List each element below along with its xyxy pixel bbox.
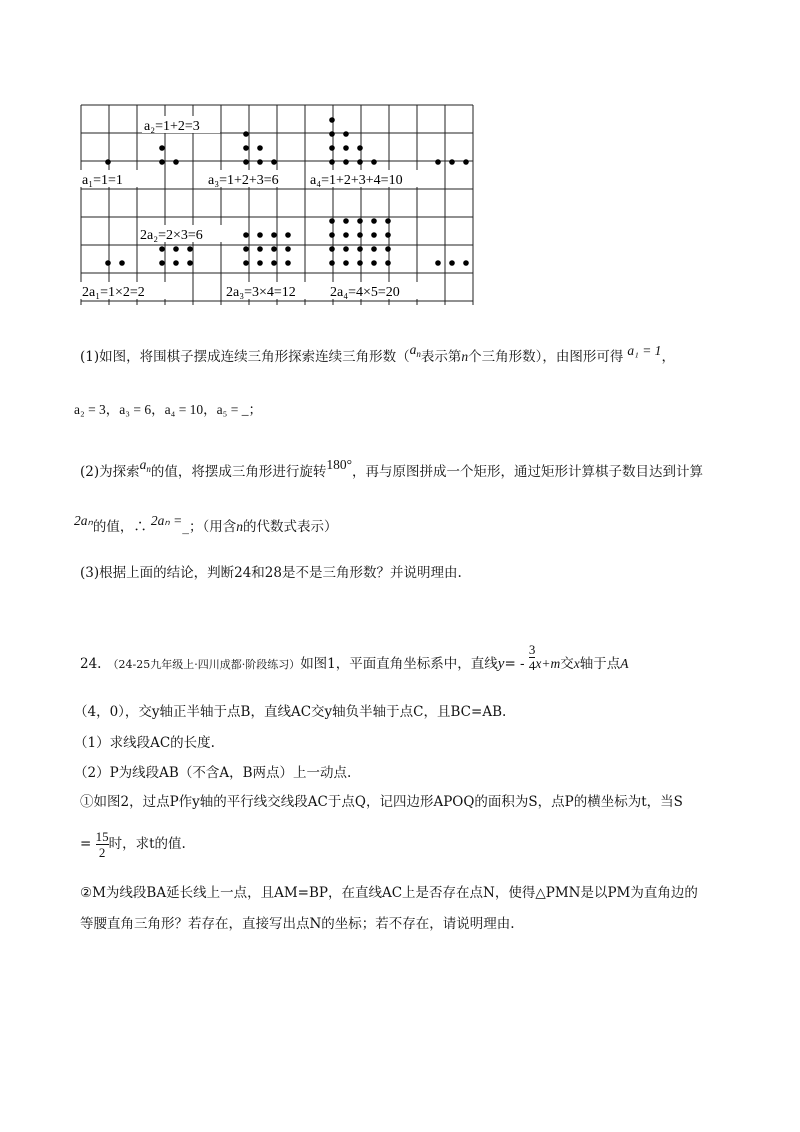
go-stone [343, 159, 349, 165]
go-stone [243, 131, 249, 137]
go-stone [257, 246, 263, 252]
go-stone [329, 159, 335, 165]
go-stone [357, 246, 363, 252]
q24-case1-line2: = $\frac{15}{2}$ 时，求t的值. [80, 829, 186, 860]
q24-case2-line1: ②M为线段BA延长线上一点，且AM=BP，在直线AC上是否存在点N，使得△PMN是以PM为直角边的 [80, 885, 698, 901]
go-stone [285, 246, 291, 252]
go-stone [385, 260, 391, 266]
label-a1: a₁=1=1 [82, 173, 123, 188]
q24-sub1: （1）求线段AC的长度. [74, 735, 215, 751]
go-stone [159, 246, 165, 252]
label-2a1: 2a₁=1×2=2 [82, 285, 145, 300]
go-stone [371, 159, 377, 165]
go-stone [119, 260, 125, 266]
slope-fraction: $\frac{3}{4}$ [528, 642, 536, 673]
go-stone [257, 260, 263, 266]
go-stone [257, 159, 263, 165]
go-stone [243, 145, 249, 151]
go-stone [463, 159, 469, 165]
go-stone [257, 232, 263, 238]
go-stone [329, 246, 335, 252]
go-stone [371, 232, 377, 238]
go-stone [357, 218, 363, 224]
triangular-numbers-figure [80, 104, 486, 308]
go-stone [329, 218, 335, 224]
label-a2: a₂=1+2=3 [144, 119, 200, 134]
go-stone [329, 260, 335, 266]
go-stone [257, 145, 263, 151]
go-stone [159, 145, 165, 151]
q24-stem-line1: 24. （24-25九年级上·四川成都·阶段练习）如图1，平面直角坐标系中，直线y= - $\frac{3}{4}$ x+m交x轴于点A [80, 642, 629, 673]
go-stone [343, 232, 349, 238]
go-stone [187, 260, 193, 266]
figure-dots [105, 117, 469, 266]
q23-part1-line2: a₂ = 3，a₃ = 6，a₄ = 10，a₅ = _； [74, 402, 262, 417]
go-stone [371, 260, 377, 266]
go-stone [343, 145, 349, 151]
go-stone [385, 246, 391, 252]
go-stone [173, 159, 179, 165]
go-stone [435, 260, 441, 266]
label-2a2: 2a₂=2×3=6 [140, 228, 203, 243]
go-stone [371, 218, 377, 224]
go-stone [329, 131, 335, 137]
go-stone [173, 246, 179, 252]
q23-part1-line1: (1)如图，将围棋子摆成连续三角形探索连续三角形数（$a_n$表示第n个三角形数），由图形可得 a₁ = 1， [80, 342, 675, 365]
go-stone [173, 260, 179, 266]
go-stone [449, 260, 455, 266]
go-stone [357, 260, 363, 266]
go-stone [329, 117, 335, 123]
q24-case2-line2: 等腰直角三角形？若存在，直接写出点N的坐标；若不存在，请说明理由. [80, 916, 515, 932]
an-symbol: $a_n$ [409, 342, 421, 359]
q24-sub2: （2）P为线段AB（不含A，B两点）上一动点. [74, 765, 352, 781]
q23-part3: (3)根据上面的结论，判断24和28是不是三角形数？并说明理由. [80, 565, 462, 581]
go-stone [463, 260, 469, 266]
an-symbol-2: $a_n$ [139, 457, 151, 474]
q23-part2-line2: 2aₙ的值，∴ 2aₙ =_；（用含n的代数式表示） [74, 513, 338, 535]
go-stone [271, 232, 277, 238]
label-2a4: 2a₄=4×5=20 [330, 285, 400, 300]
go-stone [271, 246, 277, 252]
go-stone [285, 260, 291, 266]
go-stone [243, 246, 249, 252]
label-a3: a₃=1+2+3=6 [208, 173, 279, 188]
go-stone [385, 232, 391, 238]
label-a4: a₄=1+2+3+4=10 [310, 173, 403, 188]
go-stone [105, 260, 111, 266]
a1-value: a₁ = 1 [627, 343, 662, 358]
go-stone [159, 159, 165, 165]
go-stone [449, 159, 455, 165]
go-stone [329, 145, 335, 151]
go-stone [187, 246, 193, 252]
q24-stem-line2: （4，0），交y轴正半轴于点B，直线AC交y轴负半轴于点C，且BC=AB. [74, 704, 507, 720]
go-stone [329, 232, 335, 238]
go-stone [159, 260, 165, 266]
go-stone [343, 246, 349, 252]
q24-case1-line1: ①如图2，过点P作y轴的平行线交线段AC于点Q，记四边形APOQ的面积为S，点P的横坐标为t，当S [80, 794, 683, 810]
go-stone [357, 232, 363, 238]
go-stone [385, 218, 391, 224]
go-stone [435, 159, 441, 165]
label-2a3: 2a₃=3×4=12 [226, 285, 296, 300]
go-stone [243, 260, 249, 266]
figure-grid [81, 105, 473, 305]
q23-part2-line1: (2)为探索$a_n$的值，将摆成三角形进行旋转180°，再与原图拼成一个矩形，通过矩形计算棋子数目达到计算 [80, 457, 704, 480]
go-stone [343, 218, 349, 224]
go-stone [343, 260, 349, 266]
go-stone [243, 159, 249, 165]
go-stone [271, 159, 277, 165]
go-stone [271, 260, 277, 266]
go-stone [343, 131, 349, 137]
go-stone [285, 232, 291, 238]
go-stone [105, 159, 111, 165]
go-stone [357, 159, 363, 165]
s-fraction: $\frac{15}{2}$ [95, 829, 109, 860]
go-stone [371, 246, 377, 252]
go-stone [357, 145, 363, 151]
go-stone [243, 232, 249, 238]
